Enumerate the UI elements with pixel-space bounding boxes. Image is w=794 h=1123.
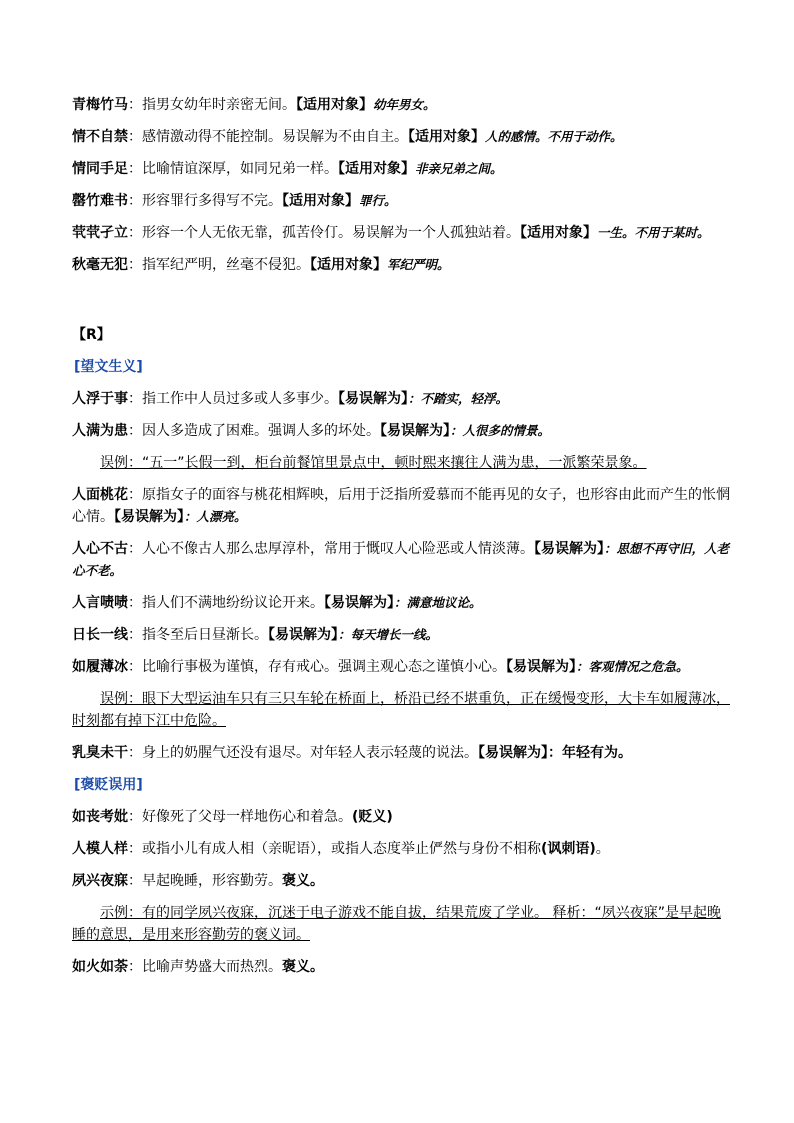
entry-definition: ：身上的奶腥气还没有退尽。对年轻人表示轻蔑的说法。: [128, 745, 478, 761]
entry-definition: ：人心不像古人那么忠厚淳朴，常用于慨叹人心险恶或人情淡薄。: [128, 541, 534, 557]
entry-definition: ：早起晚睡，形容勤劳。: [128, 873, 282, 889]
entry-note: 幼年男女。: [373, 97, 436, 112]
entry-note: 罪行。: [359, 193, 397, 208]
entry-term: 如火如荼: [72, 959, 128, 975]
entry-tag: 褒义。: [282, 959, 324, 975]
entry-definition: ：形容一个人无依无靠，孤苦伶仃。易误解为一个人孤独站着。: [128, 225, 520, 241]
entry-rulvboing: [72, 656, 732, 678]
subheading-wangwenshengyi: [望文生义]: [74, 359, 143, 375]
entry-definition: ：原指女子的面容与桃花相辉映，后用于泛指所爱慕而不能再见的女子，也形容由此而产生的怅惘心情。: [72, 487, 730, 525]
entry-label: 【适用对象】: [282, 193, 359, 209]
example-text: 误例：眼下大型运油车只有三只车轮在桥面上，桥沿已经不堪重负，正在缓慢变形，大卡车如履薄冰，时刻都有掉下江中危险。: [72, 691, 730, 729]
entry-definition: ：指男女幼年时亲密无间。: [128, 97, 296, 113]
entry-label: 【易误解为】: [380, 423, 450, 439]
entry-qiuhaowufan: [72, 254, 732, 276]
entry-note: 非亲兄弟之间。: [415, 161, 503, 176]
entries-list: [72, 94, 732, 988]
entry-definition: ：比喻声势盛大而热烈。: [128, 959, 282, 975]
entry-term: 青梅竹马: [72, 97, 128, 113]
entry-definition: ：指冬至后日昼渐长。: [128, 627, 268, 643]
entry-note: ：年轻有为。: [548, 745, 632, 761]
entry-term: 如履薄冰: [72, 659, 128, 675]
entry-label: 【适用对象】: [520, 225, 597, 241]
entry-renmorenyang: [72, 838, 732, 860]
entry-qingzhunanshu: [72, 190, 732, 212]
subheading-baobianwuyong: [褒贬误用]: [74, 777, 143, 793]
entry-label: 【适用对象】: [338, 161, 415, 177]
entry-note: ：人很多的情景。: [450, 423, 551, 438]
entry-note: 一生。不用于某时。: [597, 225, 710, 240]
entry-definition: ：比喻行事极为谨慎，存有戒心。强调主观心态之谨慎小心。: [128, 659, 506, 675]
entry-tag: 褒义。: [282, 873, 324, 889]
entry-tag: (贬义): [352, 809, 393, 825]
entry-note: ：人漂亮。: [184, 509, 247, 524]
entry-term: 情同手足: [72, 161, 128, 177]
entry-qingtongshouzu: [72, 158, 732, 180]
entry-definition: ：感情激动得不能控制。易误解为不由自主。: [128, 129, 408, 145]
entry-term: 人满为患: [72, 423, 128, 439]
entry-renfuyushi: [72, 388, 732, 410]
entry-label: 【易误解为】: [324, 595, 394, 611]
entry-renyanzeze: [72, 592, 732, 614]
entry-note: ：每天增长一线。: [338, 627, 439, 642]
entry-definition: ：好像死了父母一样地伤心和着急。: [128, 809, 352, 825]
entry-term: 人言啧啧: [72, 595, 128, 611]
entry-term: 人心不古: [72, 541, 128, 557]
example-rulvboing: [72, 688, 732, 732]
entry-label: 【易误解为】: [114, 509, 184, 525]
entry-term: 夙兴夜寐: [72, 873, 128, 889]
entry-note: ：客观情况之危急。: [576, 659, 689, 674]
entry-label: 【适用对象】: [310, 257, 387, 273]
entry-definition: ：或指小儿有成人相（亲昵语），或指人态度举止俨然与身份不相称: [128, 841, 541, 857]
entry-tag: (讽刺语): [541, 841, 596, 857]
entry-renmiantaohua: [72, 484, 732, 528]
entry-label: 【易误解为】: [268, 627, 338, 643]
entry-rizhangyixian: [72, 624, 732, 646]
entry-end: 。: [595, 841, 610, 857]
example-text: 误例：“五一”长假一到，柜台前餐馆里景点中，顿时熙来攘往人满为患，一派繁荣景象。: [100, 455, 647, 471]
entry-term: 如丧考妣: [72, 809, 128, 825]
entry-term: 人模人样: [72, 841, 128, 857]
entry-qiongqiongjieli: [72, 222, 732, 244]
entry-definition: ：指工作中人员过多或人多事少。: [128, 391, 338, 407]
section-heading-r: 【R】: [72, 327, 111, 343]
entry-label: 【易误解为】: [338, 391, 408, 407]
entry-note: ：不踏实，轻浮。: [408, 391, 509, 406]
example-text: 示例：有的同学夙兴夜寐，沉迷于电子游戏不能自拔，结果荒废了学业。 释析：“夙兴夜寐”是早起晚睡的意思，是用来形容勤劳的褒义词。: [72, 905, 721, 943]
entry-definition: ：指军纪严明，丝毫不侵犯。: [128, 257, 310, 273]
entry-definition: ：形容罪行多得写不完。: [128, 193, 282, 209]
entry-qingmeizhuma: [72, 94, 732, 116]
entry-ruxiuweigan: [72, 742, 732, 764]
entry-term: 情不自禁: [72, 129, 128, 145]
entry-note: 军纪严明。: [387, 257, 450, 272]
entry-renmanweihuan: [72, 420, 732, 442]
entry-term: 人浮于事: [72, 391, 128, 407]
entry-label: 【易误解为】: [534, 541, 604, 557]
entry-definition: ：比喻情谊深厚，如同兄弟一样。: [128, 161, 338, 177]
entry-term: 日长一线: [72, 627, 128, 643]
entry-ruhuorutu: [72, 956, 732, 978]
entry-definition: ：因人多造成了困难。强调人多的坏处。: [128, 423, 380, 439]
entry-note: 人的感情。不用于动作。: [485, 129, 623, 144]
entry-qingbuzijin: [72, 126, 732, 148]
entry-suxingyemei: [72, 870, 732, 892]
entry-term: 人面桃花: [72, 487, 128, 503]
entry-label: 【适用对象】: [296, 97, 373, 113]
entry-term: 乳臭未干: [72, 745, 128, 761]
entry-label: 【易误解为】: [506, 659, 576, 675]
entry-definition: ：指人们不满地纷纷议论开来。: [128, 595, 324, 611]
entry-note: ：满意地议论。: [394, 595, 482, 610]
entry-rusangkaobi: [72, 806, 732, 828]
entry-label: 【易误解为】: [478, 745, 548, 761]
entry-term: 茕茕孑立: [72, 225, 128, 241]
section-spacer: [72, 286, 732, 324]
entry-label: 【适用对象】: [408, 129, 485, 145]
entry-note: ：思想不再守旧，人老心不老。: [72, 541, 730, 578]
example-suxingyemei: [72, 902, 732, 946]
entry-term: 罄竹难书: [72, 193, 128, 209]
example-renmanweihuan: [72, 452, 732, 474]
entry-renxinbugu: [72, 538, 732, 582]
entry-term: 秋毫无犯: [72, 257, 128, 273]
